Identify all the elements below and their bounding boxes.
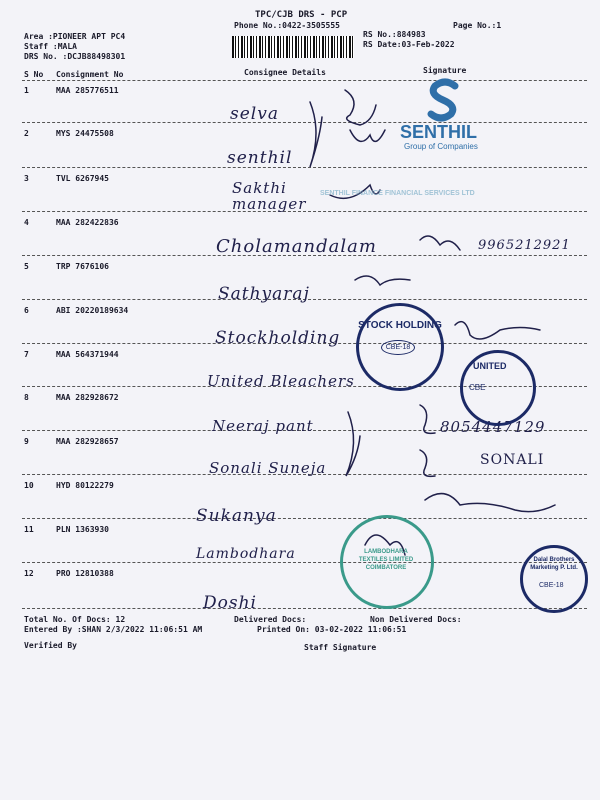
- col-signature: Signature: [423, 66, 467, 75]
- row-consignment: MAA 282928672: [56, 393, 119, 402]
- bracket-mark: [346, 412, 360, 476]
- row-consignment: PLN 1363930: [56, 525, 109, 534]
- signature-mark: [455, 322, 540, 339]
- row-sno: 10: [24, 481, 34, 490]
- row-consignment: TRP 7676106: [56, 262, 109, 271]
- verified-by: Verified By: [24, 641, 77, 650]
- row-sno: 6: [24, 306, 29, 315]
- stamp-text: UNITED: [473, 361, 507, 371]
- stamp-code: CBE: [469, 383, 486, 392]
- signature-mark: [420, 450, 435, 476]
- delivered-docs: Delivered Docs:: [234, 615, 307, 624]
- handwritten-phone: 8054447129: [440, 418, 546, 436]
- row-sno: 9: [24, 437, 29, 446]
- row-consignment: PRO 12810388: [56, 569, 114, 578]
- signature-mark: [420, 405, 435, 433]
- staff-label: Staff :MALA: [24, 42, 77, 51]
- stamp-text: LAMBODHARA TEXTILES LIMITED COIMBATORE: [358, 549, 414, 571]
- drs-number: DRS No. :DCJB88498301: [24, 52, 126, 61]
- handwritten-name: Sukanya: [196, 506, 277, 526]
- handwritten-name: Neeraj pant: [212, 417, 314, 435]
- row-consignment: MYS 24475508: [56, 129, 114, 138]
- stamp-text: STOCK HOLDING: [358, 320, 442, 331]
- united-bleachers-stamp: [460, 350, 536, 426]
- signature-mark: [425, 494, 555, 512]
- row-consignment: ABI 20220189634: [56, 306, 129, 315]
- handwritten-name: Sathyaraj: [218, 284, 310, 304]
- stamp-code: CBE-18: [539, 582, 564, 589]
- row-sno: 2: [24, 129, 29, 138]
- total-docs: Total No. Of Docs: 12: [24, 615, 126, 624]
- signature-mark: [350, 130, 385, 141]
- non-delivered-docs: Non Delivered Docs:: [370, 615, 462, 624]
- row-sno: 5: [24, 262, 29, 271]
- col-sno: S No: [24, 70, 44, 79]
- row-sno: 1: [24, 86, 29, 95]
- handwritten-signature: SONALI: [480, 452, 545, 468]
- signature-mark: [355, 276, 410, 285]
- entered-by: Entered By :SHAN 2/3/2022 11:06:51 AM: [24, 625, 203, 634]
- stock-holding-stamp: [356, 303, 444, 391]
- row-consignment: TVL 6267945: [56, 174, 109, 183]
- handwritten-name: Doshi: [203, 593, 257, 613]
- handwritten-name: United Bleachers: [207, 372, 355, 390]
- row-sno: 3: [24, 174, 29, 183]
- row-consignment: MAA 282928657: [56, 437, 119, 446]
- phone-number: Phone No.:0422-3505555: [234, 21, 340, 30]
- stamp-code: CBE-18: [381, 340, 415, 355]
- row-sno: 4: [24, 218, 29, 227]
- row-consignment: MAA 564371944: [56, 350, 119, 359]
- handwritten-name: Sonali Suneja: [209, 459, 327, 477]
- senthil-faint-stamp: SENTHIL FINANCE FINANCIAL SERVICES LTD: [320, 190, 475, 197]
- row-consignment: MAA 282422836: [56, 218, 119, 227]
- handwritten-name: Lambodhara: [196, 546, 296, 562]
- lambodhara-stamp: [340, 515, 434, 609]
- col-consignee: Consignee Details: [244, 68, 326, 77]
- rs-date: RS Date:03-Feb-2022: [363, 40, 455, 49]
- handwritten-phone: 9965212921: [478, 238, 571, 253]
- staff-signature: Staff Signature: [304, 643, 377, 652]
- senthil-stamp-sub: Group of Companies: [404, 142, 478, 151]
- signature-mark: [345, 90, 376, 125]
- printed-on: Printed On: 03-02-2022 11:06:51: [257, 625, 407, 634]
- handwritten-name: Cholamandalam: [216, 236, 377, 257]
- handwritten-name: Stockholding: [215, 328, 341, 348]
- handwritten-name: Sakthi manager: [232, 179, 307, 213]
- senthil-logo-icon: [425, 78, 465, 122]
- handwritten-name: selva: [230, 104, 279, 124]
- row-sno: 7: [24, 350, 29, 359]
- row-sno: 11: [24, 525, 34, 534]
- area-label: Area :PIONEER APT PC4: [24, 32, 126, 41]
- document-title: TPC/CJB DRS - PCP: [255, 10, 348, 20]
- row-consignment: MAA 285776511: [56, 86, 119, 95]
- rs-number: RS No.:884983: [363, 30, 426, 39]
- row-consignment: HYD 80122279: [56, 481, 114, 490]
- stamp-text: Dalal Brothers Marketing P. Ltd.: [530, 557, 578, 571]
- col-consignment: Consignment No: [56, 70, 124, 79]
- handwritten-name: senthil: [227, 148, 293, 168]
- page-number: Page No.:1: [453, 21, 502, 30]
- senthil-stamp-name: SENTHIL: [400, 122, 478, 142]
- dalal-brothers-stamp: [520, 545, 588, 613]
- bracket-mark: [310, 102, 322, 167]
- row-sno: 12: [24, 569, 34, 578]
- signature-mark: [420, 236, 460, 250]
- row-sno: 8: [24, 393, 29, 402]
